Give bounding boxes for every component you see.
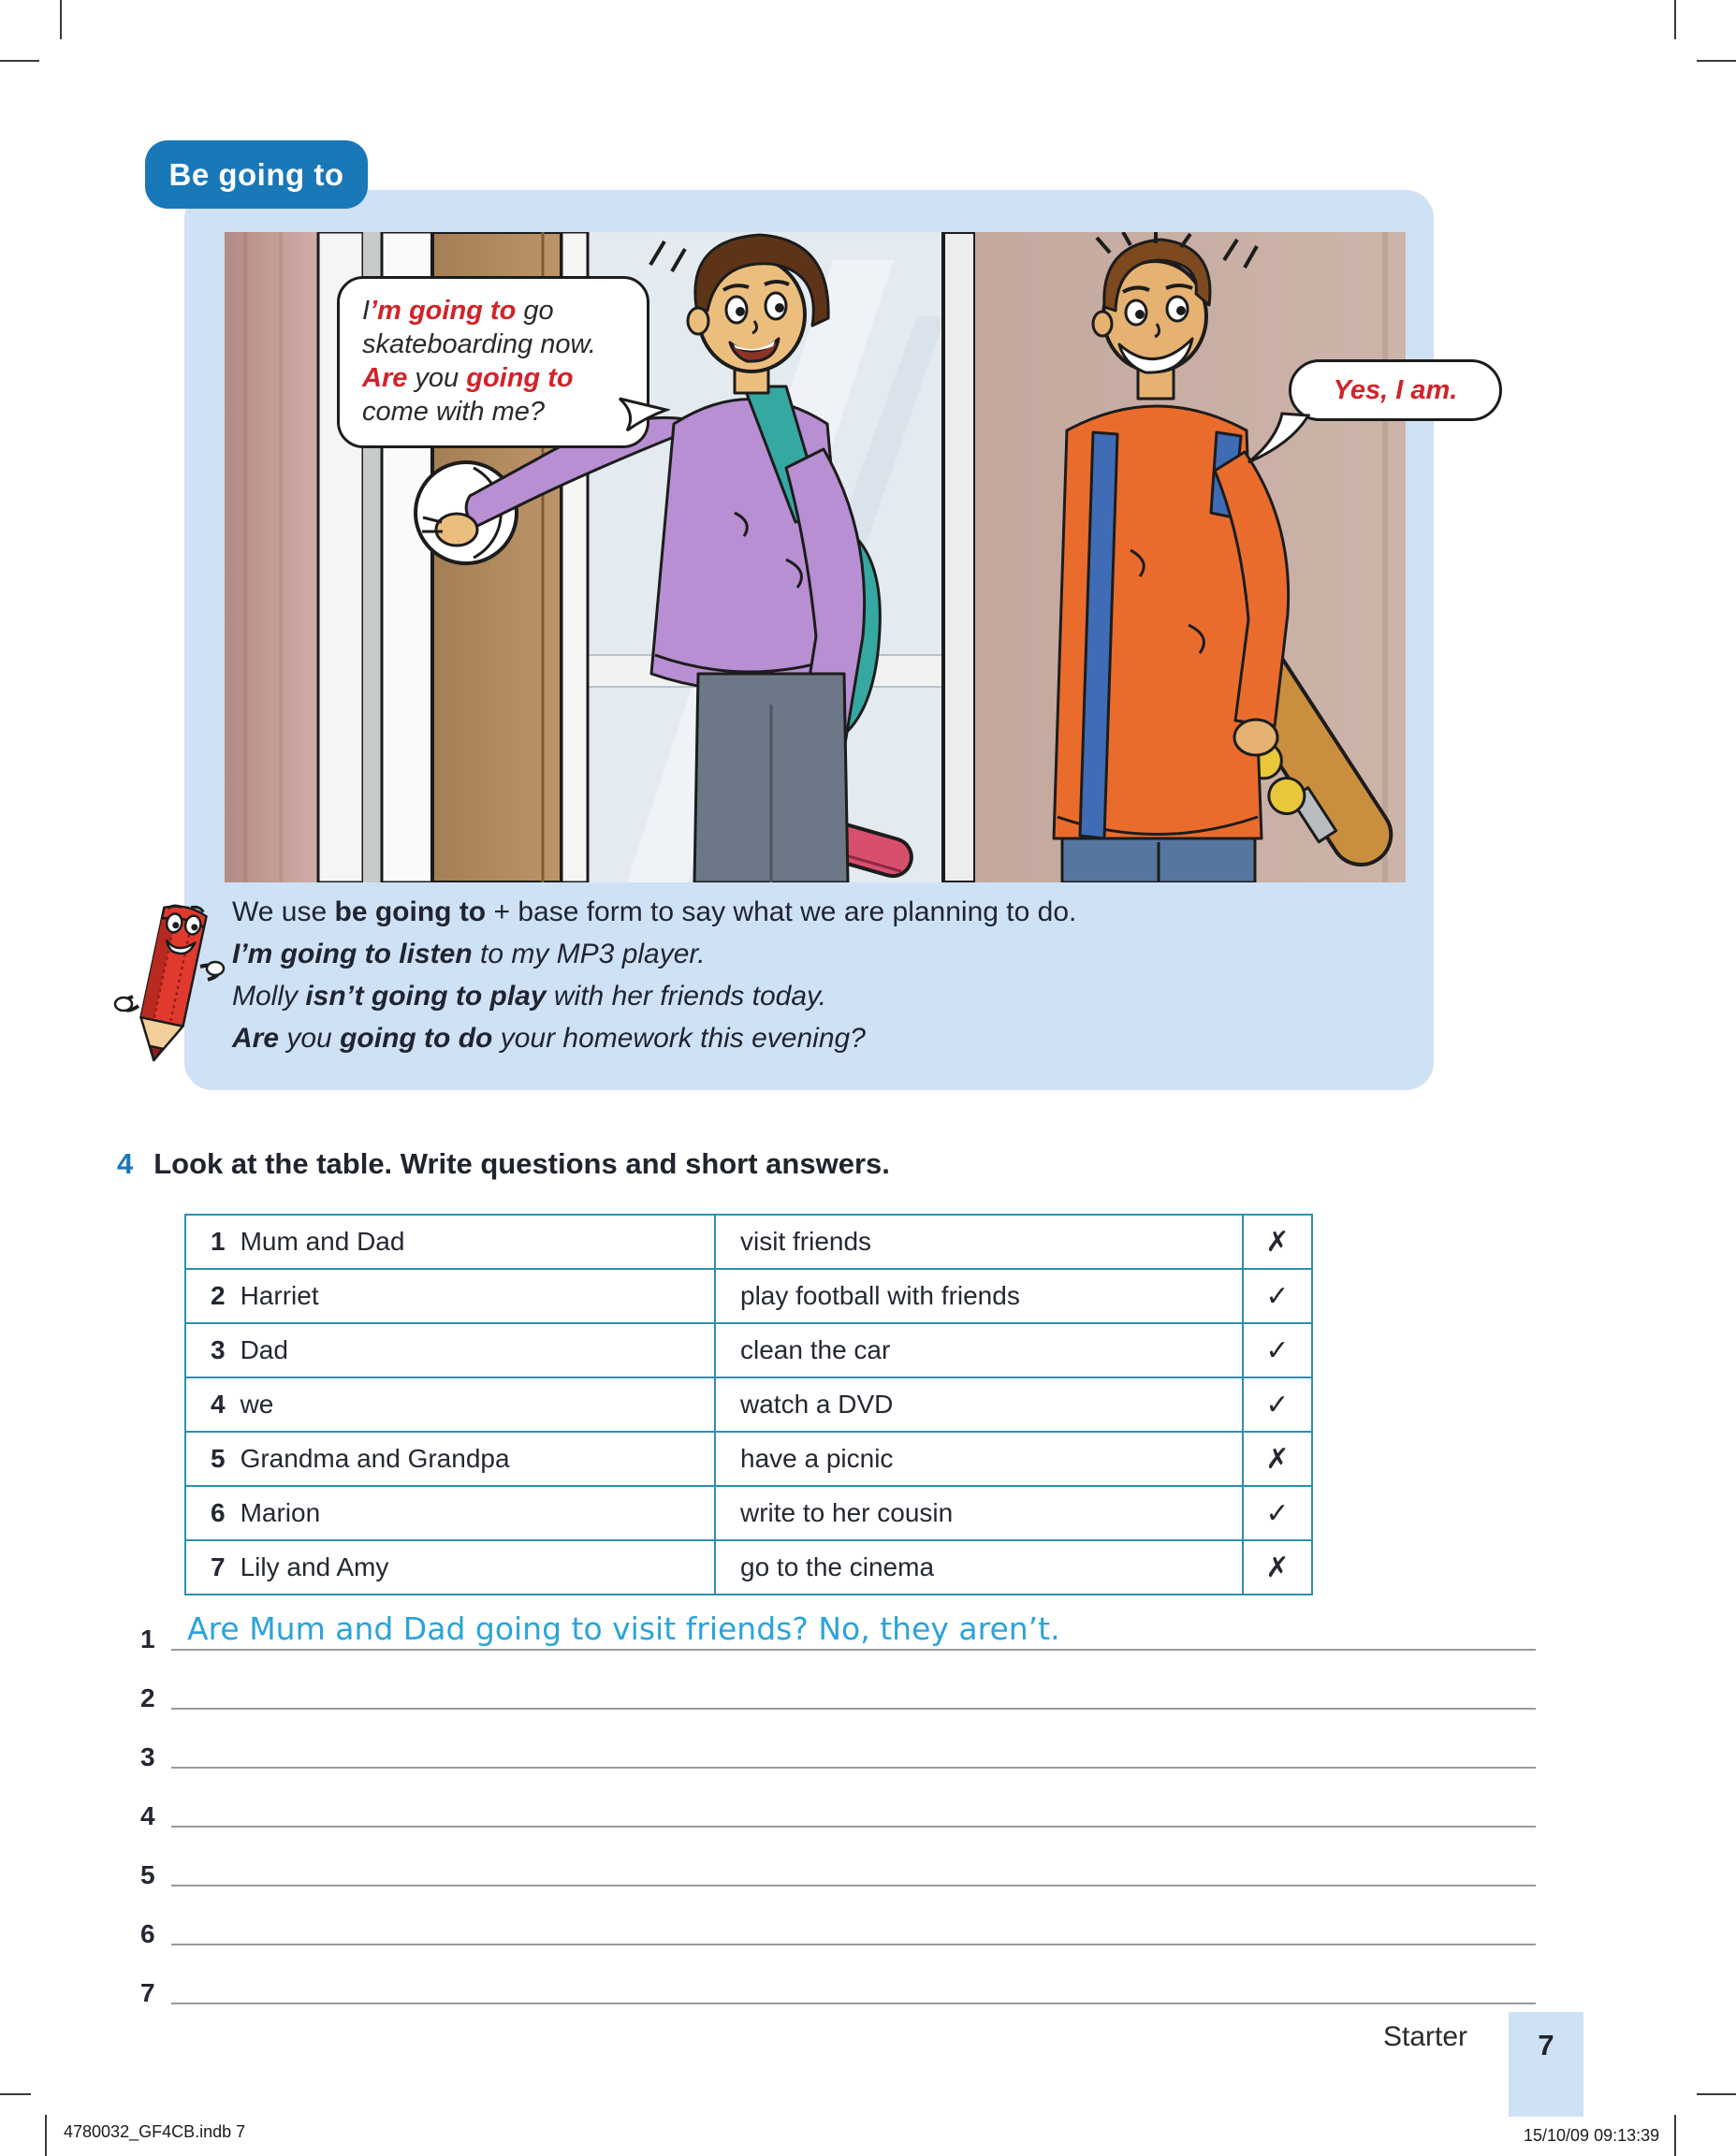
table-row xyxy=(185,1377,1312,1432)
check-mark-cell: ✓ xyxy=(1243,1377,1312,1432)
answer-number: 2 xyxy=(140,1683,155,1712)
row-number: 5 xyxy=(211,1444,226,1473)
answer-row xyxy=(139,1661,1539,1719)
activities-table xyxy=(184,1214,1313,1595)
answers xyxy=(139,1602,1539,2018)
subject-cell xyxy=(185,1215,715,1269)
activity-cell: watch a DVD xyxy=(715,1377,1243,1432)
handwritten-answer: Are Mum and Dad going to visit friends? No, they aren’t. xyxy=(187,1610,1060,1647)
exercise-heading xyxy=(117,1147,890,1181)
crop-mark xyxy=(45,2115,47,2156)
answer-line-input[interactable] xyxy=(171,1708,1536,1710)
answer-row xyxy=(139,1602,1539,1660)
answer-number: 1 xyxy=(140,1624,155,1653)
subject-cell xyxy=(185,1323,715,1377)
answer-line-input[interactable] xyxy=(171,1826,1536,1828)
table-row xyxy=(185,1269,1312,1323)
answer-row xyxy=(139,1956,1539,2014)
grammar-topic-tab xyxy=(145,140,368,209)
activity-cell: go to the cinema xyxy=(715,1540,1243,1595)
grammar-topic-label: Be going to xyxy=(168,156,344,192)
crop-mark xyxy=(1674,0,1676,39)
check-mark-cell: ✓ xyxy=(1243,1323,1312,1377)
print-info-left: 4780032_GF4CB.indb 7 xyxy=(64,2122,246,2141)
subject-cell xyxy=(185,1486,715,1540)
crop-mark xyxy=(1674,2115,1676,2156)
section-label: Starter xyxy=(1383,2021,1468,2052)
answer-line-input[interactable] xyxy=(171,1649,1536,1651)
table-row xyxy=(185,1540,1312,1595)
grammar-example: Are you going to do your homework this evening? xyxy=(232,1023,866,1054)
activity-cell: have a picnic xyxy=(715,1432,1243,1486)
subject-text: Grandma and Grandpa xyxy=(240,1444,510,1473)
row-number: 2 xyxy=(211,1281,226,1310)
activity-cell: clean the car xyxy=(715,1323,1243,1377)
answer-line-input[interactable] xyxy=(171,2003,1536,2004)
subject-text: Mum and Dad xyxy=(240,1227,405,1256)
page-number-box xyxy=(1509,2012,1583,2117)
table-row xyxy=(185,1323,1312,1377)
speech-bubble-boy1-text: I’m going to go skateboarding now. Are you going to come with me? xyxy=(362,296,596,427)
cross-mark-cell: ✗ xyxy=(1243,1432,1312,1486)
answer-row xyxy=(139,1720,1539,1778)
cross-mark-cell: ✗ xyxy=(1243,1215,1312,1269)
row-number: 6 xyxy=(211,1498,226,1527)
subject-cell xyxy=(185,1269,715,1323)
speech-bubble-boy1 xyxy=(337,276,649,448)
check-mark-cell: ✓ xyxy=(1243,1486,1312,1540)
table-row xyxy=(185,1432,1312,1486)
speech-bubble-boy2 xyxy=(1289,359,1502,421)
bubble-tail-icon xyxy=(1245,412,1310,466)
crop-mark xyxy=(0,2093,31,2095)
row-number: 4 xyxy=(211,1390,226,1419)
cross-mark-cell: ✗ xyxy=(1243,1540,1312,1595)
answer-number: 5 xyxy=(140,1860,155,1889)
subject-cell xyxy=(185,1432,715,1486)
crop-mark xyxy=(1697,60,1736,62)
subject-text: we xyxy=(240,1390,274,1419)
answer-number: 7 xyxy=(140,1978,155,2007)
subject-cell xyxy=(185,1377,715,1432)
answer-number: 3 xyxy=(140,1742,155,1771)
activity-cell: play football with friends xyxy=(715,1269,1243,1323)
bubble-tail-icon xyxy=(618,393,670,434)
table-row xyxy=(185,1486,1312,1540)
crop-mark xyxy=(1697,2093,1736,2095)
row-number: 1 xyxy=(211,1227,226,1256)
subject-text: Lily and Amy xyxy=(240,1552,389,1581)
answer-row xyxy=(139,1897,1539,1955)
answer-line-input[interactable] xyxy=(171,1767,1536,1769)
grammar-rule-box xyxy=(232,891,1393,1059)
answer-number: 6 xyxy=(140,1919,155,1948)
answer-row xyxy=(139,1838,1539,1896)
check-mark-cell: ✓ xyxy=(1243,1269,1312,1323)
subject-text: Harriet xyxy=(240,1281,319,1310)
speech-bubble-boy2-text: Yes, I am. xyxy=(1333,375,1458,405)
print-timestamp: 15/10/09 09:13:39 xyxy=(1524,2126,1660,2145)
activity-cell: write to her cousin xyxy=(715,1486,1243,1540)
exercise-title: Look at the table. Write questions and short answers. xyxy=(153,1147,890,1180)
row-number: 3 xyxy=(211,1335,226,1364)
activities-table-body xyxy=(185,1215,1312,1595)
grammar-rule-lead: We use be going to + base form to say what we are planning to do. xyxy=(232,896,1077,927)
pencil-mascot-icon xyxy=(110,894,232,1067)
answer-number: 4 xyxy=(140,1801,155,1830)
subject-text: Dad xyxy=(240,1335,288,1364)
subject-text: Marion xyxy=(240,1498,321,1527)
answer-line-input[interactable] xyxy=(171,1885,1536,1886)
crop-mark xyxy=(60,0,62,39)
row-number: 7 xyxy=(211,1552,226,1581)
exercise-number: 4 xyxy=(117,1147,134,1180)
answer-row xyxy=(139,1779,1539,1837)
grammar-example: Molly isn’t going to play with her friends today. xyxy=(232,981,827,1012)
answer-line-input[interactable] xyxy=(171,1944,1536,1945)
subject-cell xyxy=(185,1540,715,1595)
table-row xyxy=(185,1215,1312,1269)
grammar-example: I’m going to listen to my MP3 player. xyxy=(232,939,706,969)
page-number: 7 xyxy=(1538,2029,1554,2061)
activity-cell: visit friends xyxy=(715,1215,1243,1269)
crop-mark xyxy=(0,60,39,62)
